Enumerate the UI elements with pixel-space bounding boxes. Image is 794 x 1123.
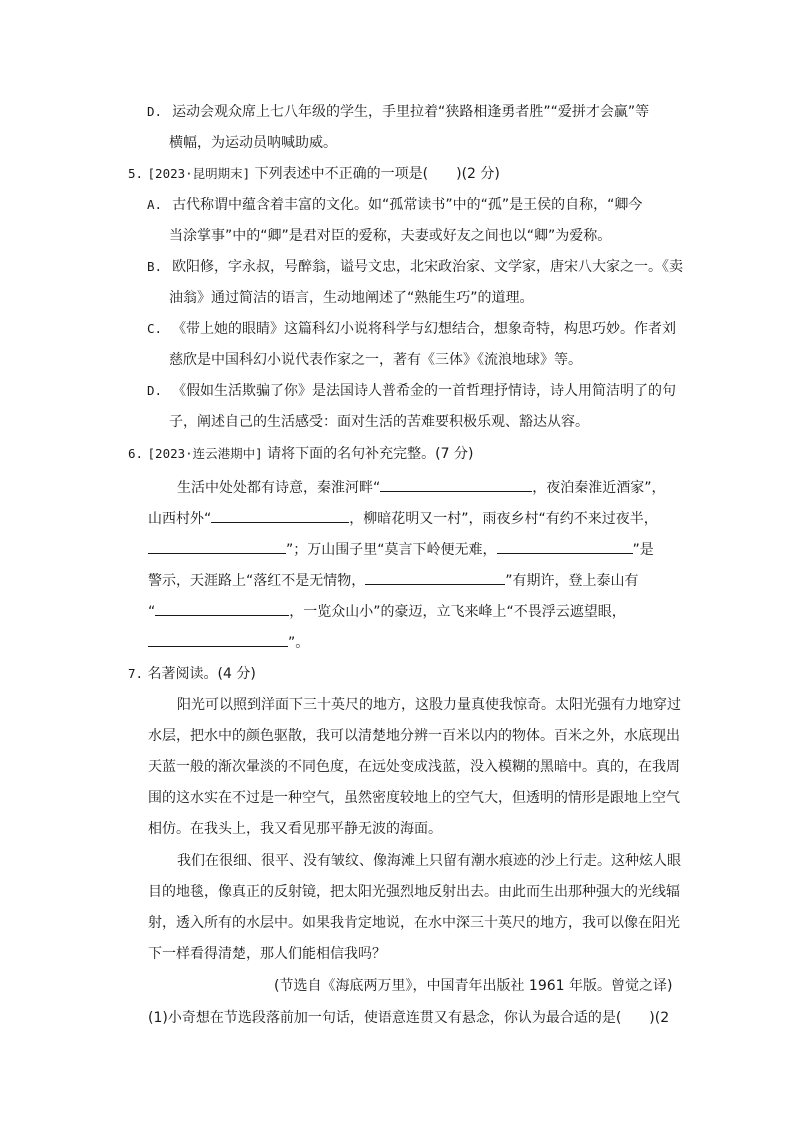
passage-line: 我们在很细、很平、没有皱纹、像海滩上只留有潮水痕迹的沙上行走。这种炫人眼	[177, 853, 681, 869]
passage-line: 下一样看得清楚，那人们能相信我吗？	[148, 946, 386, 962]
option-a-line-2: 当涂掌事”中的“卿”是君对臣的爱称，夫妻或好友之间也以“卿”为爱称。	[169, 228, 612, 244]
question-number: 6.	[128, 446, 144, 461]
answer-blank[interactable]	[497, 539, 633, 554]
option-d-line-1	[147, 102, 649, 122]
fill-line-2	[148, 508, 658, 529]
passage-line: 阳光可以照到洋面下三十英尺的地方，这股力量真使我惊奇。太阳光强有力地穿过	[177, 697, 681, 713]
fill-line-1	[177, 477, 666, 498]
option-b-line-1	[147, 257, 683, 277]
answer-blank[interactable]	[211, 508, 349, 523]
question-number: 5.	[128, 166, 144, 181]
fill-text: 山西村外“	[148, 511, 212, 527]
fill-text: ”有期许，登上泰山有	[505, 573, 639, 589]
fill-text: ”；万山围子里“莫言下岭便无难，	[286, 542, 497, 558]
question-text: 下列表述中不正确的一项是( )(2 分)	[254, 166, 500, 182]
sub-question-1: (1)小奇想在节选段落前加一句话，使语意连贯又有悬念，你认为最合适的是( )(2	[148, 1010, 670, 1026]
question-text: 名著阅读。(4 分)	[147, 666, 256, 682]
passage-line: 天蓝一般的渐次暈淡的不同色度，在远处变成浅蓝，没入模糊的黑暗中。真的，在我周	[148, 759, 680, 775]
option-label: D.	[147, 104, 163, 119]
passage-citation: (节选自《海底两万里》，中国青年出版社 1961 年版。曾觉之译)	[274, 978, 673, 994]
question-source: [2023·连云港期中]	[147, 446, 263, 461]
option-label: D.	[147, 383, 163, 398]
question-6-stem	[128, 444, 473, 464]
answer-blank[interactable]	[155, 601, 289, 616]
option-label: C.	[147, 321, 163, 336]
answer-blank[interactable]	[380, 477, 532, 492]
fill-text: ，一览众山小”的豪迈，立飞来峰上“不畏浮云遮望眼，	[289, 604, 626, 620]
passage-line: 围的这水实在不过是一种空气，虽然密度较地上的空气大，但透明的情形是跟地上空气	[148, 790, 680, 806]
fill-line-3	[148, 539, 654, 560]
fill-line-4	[148, 570, 639, 591]
option-text: 运动会观众席上七八年级的学生，手里拉着“狭路相逢勇者胜”“爱拼才会赢”等	[172, 104, 650, 120]
question-7-stem	[128, 664, 256, 684]
answer-blank[interactable]	[365, 570, 505, 585]
passage-line: 相仿。在我头上，我又看见那平静无波的海面。	[148, 821, 442, 837]
question-number: 7.	[128, 666, 144, 681]
option-c-line-1	[147, 319, 676, 339]
fill-text: ，柳暗花明又一村”，雨夜乡村“有约不来过夜半，	[349, 511, 658, 527]
option-text: 欧阳修，字永叔，号醉翁，谥号文忠，北宋政治家、文学家，唐宋八大家之一。《卖	[172, 259, 684, 275]
passage-line: 水层，把水中的颜色驱散，我可以清楚地分辨一百米以内的物体。百米之外，水底现出	[148, 728, 680, 744]
option-text: 《假如生活欺骗了你》是法国诗人普希金的一首哲理抒情诗，诗人用简洁明了的句	[172, 383, 677, 399]
option-c-line-2: 慈欣是中国科幻小说代表作家之一，著有《三体》《流浪地球》等。	[169, 352, 582, 368]
fill-text: 生活中处处都有诗意，秦淮河畔“	[177, 480, 381, 496]
option-a-line-1	[147, 195, 642, 215]
fill-text: ”。	[288, 635, 310, 651]
fill-text: ，夜泊秦淮近酒家”，	[532, 480, 666, 496]
fill-text: “	[148, 604, 156, 620]
answer-blank[interactable]	[148, 632, 288, 647]
option-d-line-2: 横幅，为运动员呐喊助威。	[169, 135, 337, 151]
answer-blank[interactable]	[148, 539, 286, 554]
option-label: B.	[147, 259, 163, 274]
fill-line-6	[148, 632, 309, 653]
fill-line-5	[148, 601, 626, 622]
question-5-stem	[128, 164, 500, 184]
option-d-line-1	[147, 381, 676, 401]
passage-line: 射，透入所有的水层中。如果我肯定地说，在水中深三十英尺的地方，我可以像在阳光	[148, 915, 680, 931]
option-label: A.	[147, 197, 163, 212]
passage-line: 目的地毯，像真正的反射镜，把太阳光强烈地反射出去。由此而生出那种强大的光线辐	[148, 884, 680, 900]
question-source: [2023·昆明期末]	[147, 166, 251, 181]
option-text: 《带上她的眼睛》这篇科幻小说将科学与幻想结合，想象奇特，构思巧妙。作者刘	[172, 321, 677, 337]
question-text: 请将下面的名句补充完整。(7 分)	[267, 446, 474, 462]
option-b-line-2: 油翁》通过简洁的语言，生动地阐述了“熟能生巧”的道理。	[169, 290, 534, 306]
fill-text: 警示，天涯路上“落红不是无情物，	[148, 573, 366, 589]
option-text: 古代称谓中蕴含着丰富的文化。如“孤常读书”中的“孤”是王侯的自称，“卿今	[172, 197, 643, 213]
fill-text: ”是	[632, 542, 654, 558]
option-d-line-2: 子，阐述自己的生活感受：面对生活的苦难要积极乐观、豁达从容。	[169, 414, 589, 430]
